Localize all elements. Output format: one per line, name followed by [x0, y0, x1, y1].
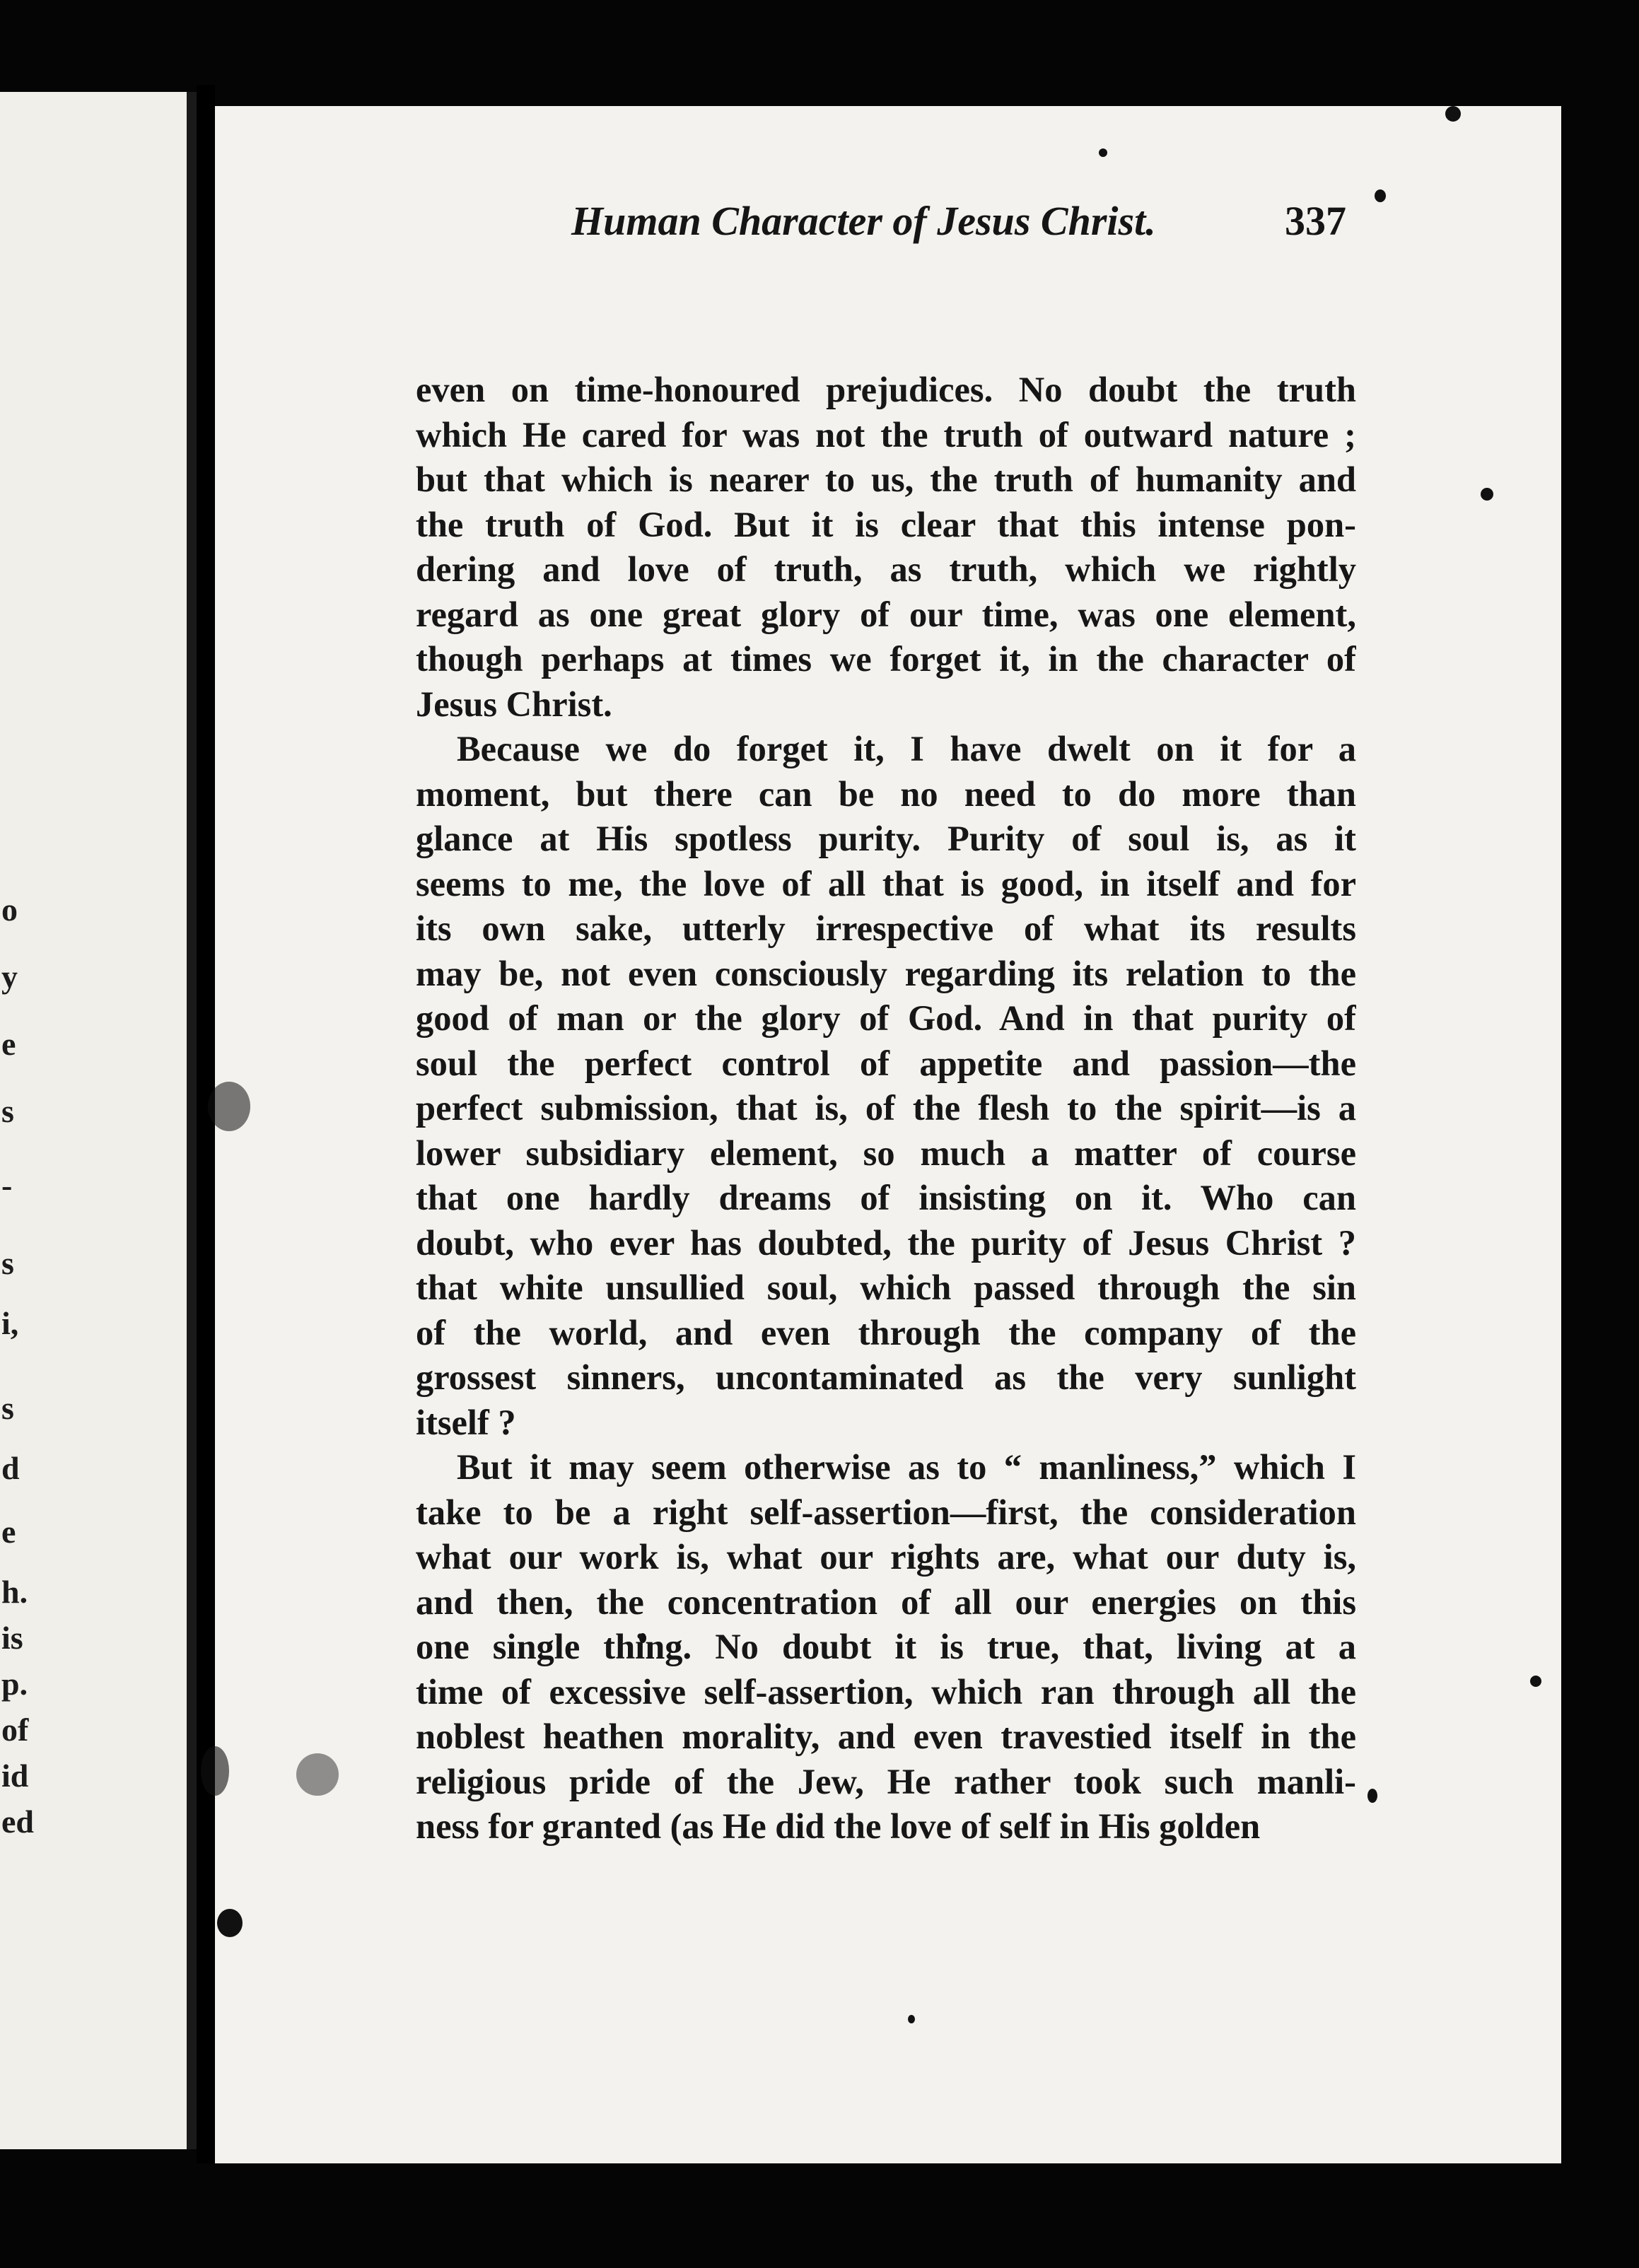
text-line: religious pride of the Jew, He rather took such manli-	[416, 1761, 1356, 1801]
ink-blot	[208, 1082, 250, 1131]
text-line: noblest heathen morality, and even travestied itself in the	[416, 1717, 1356, 1756]
ink-speck	[908, 2015, 915, 2023]
facing-page-char: o	[1, 892, 18, 928]
text-line: doubt, who ever has doubted, the purity of Jesus Christ ?	[416, 1222, 1356, 1263]
book-gutter	[197, 85, 215, 2163]
ink-speck	[1530, 1676, 1541, 1687]
facing-page-char: s	[1, 1390, 14, 1426]
text-line: that one hardly dreams of insisting on it. Who can	[416, 1178, 1356, 1217]
facing-page-char: p.	[1, 1666, 28, 1702]
facing-page-char: of	[1, 1712, 29, 1748]
paragraph	[416, 727, 1356, 1445]
page-number: 337	[1285, 198, 1346, 244]
text-line: soul the perfect control of appetite and passion—the	[416, 1043, 1356, 1083]
facing-page-char: s	[1, 1245, 14, 1281]
text-line: its own sake, utterly irrespective of what its results	[416, 908, 1356, 948]
text-line: but that which is nearer to us, the truth of humanity and	[416, 460, 1356, 499]
text-line: which He cared for was not the truth of outward nature ;	[416, 414, 1356, 455]
running-title: Human Character of Jesus Christ.	[571, 198, 1156, 244]
text-line: perfect submission, that is, of the flesh to the spirit—is a	[416, 1088, 1356, 1128]
facing-page-char: e	[1, 1026, 16, 1062]
text-line: Jesus Christ.	[416, 684, 612, 724]
facing-page-char: y	[1, 959, 18, 995]
text-line: even on time-honoured prejudices. No doubt the truth	[416, 370, 1356, 409]
text-line: lower subsidiary element, so much a matter of course	[416, 1133, 1356, 1173]
text-line: time of excessive self-assertion, which ran through all the	[416, 1671, 1356, 1712]
text-line: take to be a right self-assertion—first, the consideration	[416, 1492, 1356, 1532]
text-line: though perhaps at times we forget it, in the character of	[416, 639, 1356, 679]
ink-blot	[296, 1753, 339, 1796]
text-line: ness for granted (as He did the love of self in His golden	[416, 1806, 1261, 1846]
ink-speck	[1445, 106, 1461, 122]
ink-speck	[1481, 488, 1493, 501]
text-line: grossest sinners, uncontaminated as the very sunlight	[416, 1357, 1356, 1397]
ink-blot	[201, 1746, 229, 1796]
text-line: the truth of God. But it is clear that this intense pon-	[416, 504, 1356, 544]
facing-page-char: -	[1, 1167, 13, 1203]
text-line: and then, the concentration of all our energies on this	[416, 1582, 1356, 1622]
text-line: one single thing. No doubt it is true, that, living at a	[416, 1627, 1356, 1666]
text-line: moment, but there can be no need to do more than	[416, 773, 1356, 814]
paragraph	[416, 1445, 1356, 1849]
text-line: glance at His spotless purity. Purity of soul is, as it	[416, 819, 1356, 858]
text-line: what our work is, what our rights are, what our duty is,	[416, 1537, 1356, 1577]
facing-page-char: h.	[1, 1574, 28, 1610]
paragraph	[416, 368, 1356, 727]
facing-page-char: is	[1, 1620, 23, 1656]
ink-speck	[1099, 148, 1107, 157]
text-line: But it may seem otherwise as to “ manliness,” which I	[457, 1447, 1356, 1487]
ink-speck	[1375, 189, 1386, 202]
text-line: good of man or the glory of God. And in that purity of	[416, 998, 1356, 1038]
text-line: may be, not even consciously regarding its relation to the	[416, 953, 1356, 993]
text-line: dering and love of truth, as truth, which we rightly	[416, 549, 1356, 589]
running-header	[354, 187, 1356, 251]
text-line: of the world, and even through the company of the	[416, 1312, 1356, 1352]
facing-page-fragment	[0, 92, 197, 2149]
ink-speck	[1367, 1789, 1377, 1803]
text-line: that white unsullied soul, which passed through the sin	[416, 1268, 1356, 1307]
text-line: Because we do forget it, I have dwelt on it for a	[457, 729, 1356, 768]
facing-page-char: d	[1, 1450, 20, 1486]
facing-page-char: e	[1, 1514, 16, 1550]
text-line: itself ?	[416, 1402, 516, 1442]
text-line: seems to me, the love of all that is good, in itself and for	[416, 863, 1356, 904]
facing-page-char: id	[1, 1758, 29, 1794]
body-text	[416, 368, 1356, 1849]
spine-shadow	[187, 92, 197, 2149]
text-line: regard as one great glory of our time, was one element,	[416, 594, 1356, 634]
ink-speck	[217, 1909, 243, 1937]
facing-page-char: ed	[1, 1804, 34, 1840]
facing-page-char: i,	[1, 1305, 19, 1341]
facing-page-char: s	[1, 1093, 14, 1129]
